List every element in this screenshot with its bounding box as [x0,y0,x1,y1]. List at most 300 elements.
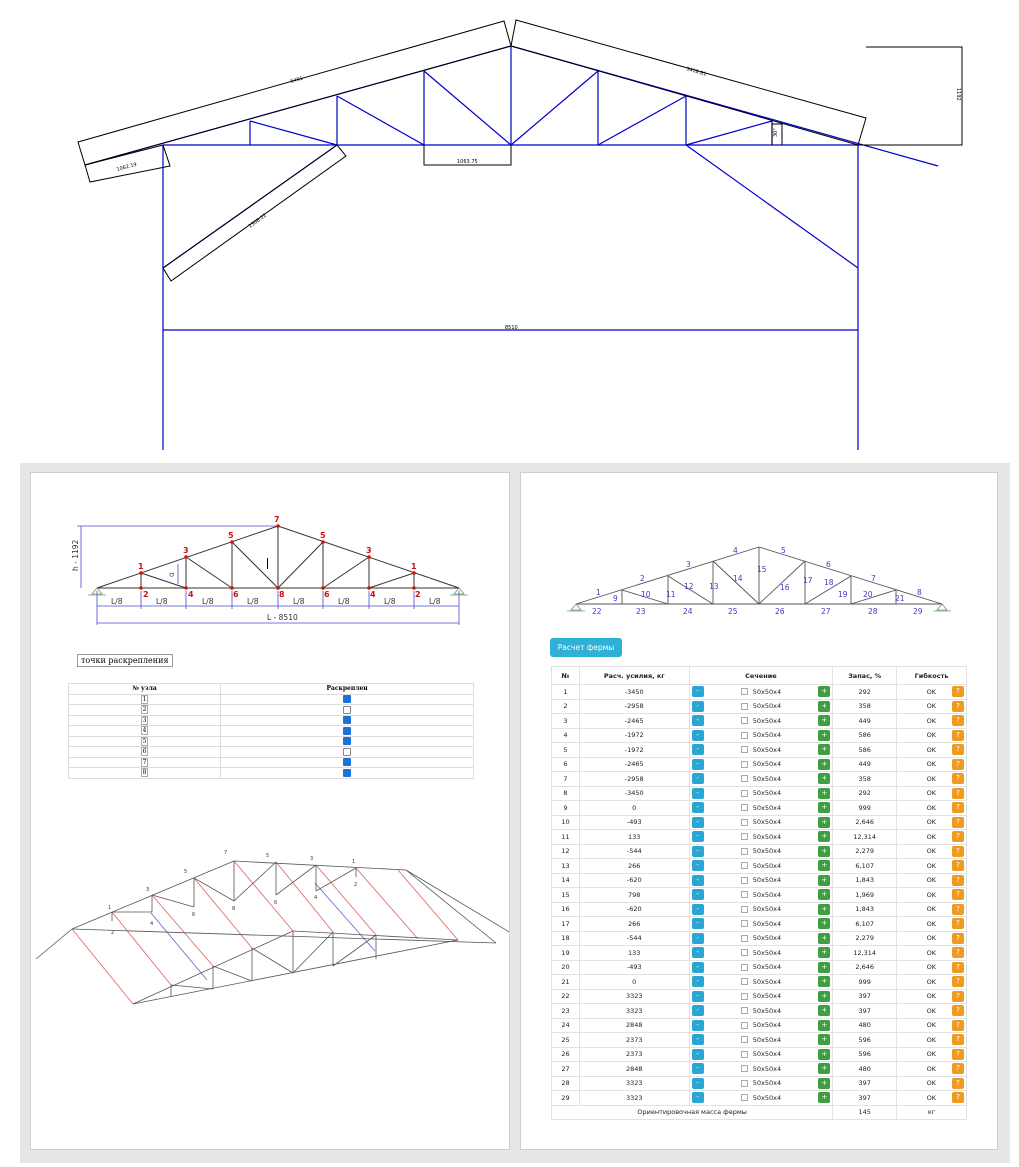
help-button[interactable]: ? [952,846,964,857]
results-row [552,859,967,874]
section-increase-button[interactable]: + [818,918,830,929]
node-label-bottom: 4 [370,590,376,599]
section-decrease-button[interactable]: - [692,788,704,799]
results-header-number: № [552,667,580,685]
member-num: 12 [684,582,694,591]
section-increase-button[interactable]: + [818,875,830,886]
dim-top-right: 5418.81 [685,66,707,78]
section-icon [741,935,748,942]
segment-label: L/8 [111,597,123,606]
iso-label: 3 [310,856,314,862]
section-decrease-button[interactable]: - [692,730,704,741]
member-force: 798 [579,888,689,903]
node-number: 6 [142,748,147,756]
help-button[interactable]: ? [952,875,964,886]
help-button[interactable]: ? [952,947,964,958]
section-increase-button[interactable]: + [818,1005,830,1016]
results-row [552,743,967,758]
member-num: 28 [868,607,878,616]
dim-left-overhang: 1062.19 [115,161,138,173]
section-decrease-button[interactable]: - [692,846,704,857]
member-number: 7 [552,772,580,787]
member-section: 50x50x4 [752,818,782,827]
span-label: L - 8510 [267,613,298,622]
truss-scheme [31,473,509,643]
member-section: 50x50x4 [752,760,782,769]
member-flex: OK [926,1021,936,1030]
member-force: -544 [579,844,689,859]
member-section: 50x50x4 [752,905,782,914]
results-row [552,830,967,845]
member-num: 22 [592,607,602,616]
member-reserve: 586 [833,728,897,743]
segment-label: L/8 [202,597,214,606]
section-decrease-button[interactable]: - [692,1049,704,1060]
member-section: 50x50x4 [752,977,782,986]
braced-checkbox[interactable] [343,695,351,703]
help-button[interactable]: ? [952,1020,964,1031]
node-label-top: 5 [228,531,234,540]
member-section: 50x50x4 [752,803,782,812]
segment-label: L/8 [247,597,259,606]
right-dim-box [511,20,866,145]
results-row [552,699,967,714]
member-force: -2958 [579,699,689,714]
section-increase-button[interactable]: + [818,976,830,987]
help-button[interactable]: ? [952,788,964,799]
member-number: 5 [552,743,580,758]
member-number: 19 [552,946,580,961]
section-increase-button[interactable]: + [818,744,830,755]
member-num: 5 [781,546,786,555]
nodes-row [69,747,474,758]
mass-label: Ориентировочная масса фермы [552,1105,833,1120]
member-num: 16 [780,583,790,592]
member-section: 50x50x4 [752,919,782,928]
member-force: 133 [579,830,689,845]
section-increase-button[interactable]: + [818,1049,830,1060]
help-button[interactable]: ? [952,991,964,1002]
section-decrease-button[interactable]: - [692,773,704,784]
section-increase-button[interactable]: + [818,730,830,741]
section-decrease-button[interactable]: - [692,744,704,755]
segment-label: L/8 [429,597,441,606]
section-increase-button[interactable]: + [818,1092,830,1103]
member-num: 24 [683,607,693,616]
member-section: 50x50x4 [752,716,782,725]
help-button[interactable]: ? [952,1078,964,1089]
member-reserve: 12,314 [833,830,897,845]
member-reserve: 586 [833,743,897,758]
member-flex: OK [926,1035,936,1044]
help-button[interactable]: ? [952,831,964,842]
section-decrease-button[interactable]: - [692,701,704,712]
segment-label: L/8 [293,597,305,606]
member-reserve: 6,107 [833,917,897,932]
member-num: 25 [728,607,738,616]
results-row [552,714,967,729]
section-decrease-button[interactable]: - [692,759,704,770]
section-increase-button[interactable]: + [818,831,830,842]
section-decrease-button[interactable]: - [692,904,704,915]
member-force: 2373 [579,1033,689,1048]
member-number: 21 [552,975,580,990]
section-decrease-button[interactable]: - [692,1034,704,1045]
results-row [552,975,967,990]
section-icon [741,964,748,971]
iso-label: 8 [232,906,236,912]
member-number: 15 [552,888,580,903]
member-force: -620 [579,873,689,888]
help-button[interactable]: ? [952,1049,964,1060]
member-flex: OK [926,760,936,769]
node-label-top: 1 [138,562,144,571]
member-number: 8 [552,786,580,801]
section-increase-button[interactable]: + [818,686,830,697]
section-decrease-button[interactable]: - [692,875,704,886]
member-reserve: 480 [833,1018,897,1033]
member-section: 50x50x4 [752,890,782,899]
section-increase-button[interactable]: + [818,773,830,784]
help-button[interactable]: ? [952,802,964,813]
member-flex: OK [926,731,936,740]
help-button[interactable]: ? [952,686,964,697]
member-number: 2 [552,699,580,714]
member-force: -2465 [579,757,689,772]
height-label: h - 1192 [71,539,80,571]
member-reserve: 397 [833,1004,897,1019]
member-flex: OK [926,1006,936,1015]
member-section: 50x50x4 [752,963,782,972]
member-num: 17 [803,576,813,585]
section-increase-button[interactable]: + [818,860,830,871]
iso-label: 5 [266,853,270,859]
braced-checkbox[interactable] [343,727,351,735]
node-label-bottom: 2 [415,590,421,599]
member-force: 2848 [579,1018,689,1033]
results-row [552,772,967,787]
truss-3d-view [31,823,509,1043]
member-flex: OK [926,992,936,1001]
member-flex: OK [926,716,936,725]
member-num: 7 [871,574,876,583]
mass-value: 145 [833,1105,897,1120]
section-increase-button[interactable]: + [818,1063,830,1074]
results-row [552,931,967,946]
member-force: 3323 [579,1076,689,1091]
member-number: 17 [552,917,580,932]
iso-label: 1 [352,859,356,865]
member-section: 50x50x4 [752,1079,782,1088]
results-row [552,1091,967,1106]
text-cursor [267,558,268,569]
member-num: 3 [686,560,691,569]
help-button[interactable]: ? [952,817,964,828]
help-button[interactable]: ? [952,976,964,987]
node-label-bottom: 4 [188,590,194,599]
results-row [552,1018,967,1033]
member-num: 1 [596,588,601,597]
section-increase-button[interactable]: + [818,817,830,828]
member-flex: OK [926,1050,936,1059]
member-num: 9 [613,594,618,603]
member-force: 133 [579,946,689,961]
member-force: 3323 [579,1004,689,1019]
member-force: -3450 [579,786,689,801]
section-decrease-button[interactable]: - [692,802,704,813]
member-section: 50x50x4 [752,1093,782,1102]
section-decrease-button[interactable]: - [692,918,704,929]
nodes-header-braced: Раскреплен [221,684,474,695]
mass-unit: кг [897,1105,967,1120]
section-decrease-button[interactable]: - [692,991,704,1002]
results-row [552,815,967,830]
section-increase-button[interactable]: + [818,904,830,915]
section-icon [741,1065,748,1072]
member-reserve: 397 [833,1076,897,1091]
section-icon [741,848,748,855]
help-button[interactable]: ? [952,1034,964,1045]
section-increase-button[interactable]: + [818,947,830,958]
section-increase-button[interactable]: + [818,715,830,726]
section-icon [741,775,748,782]
member-section: 50x50x4 [752,789,782,798]
member-force: 3323 [579,1091,689,1106]
help-button[interactable]: ? [952,860,964,871]
section-icon [741,1051,748,1058]
results-row [552,873,967,888]
section-icon [741,949,748,956]
node-label-bottom: 8 [279,590,285,599]
member-number: 9 [552,801,580,816]
member-flex: OK [926,702,936,711]
member-num: 23 [636,607,646,616]
right-panel [520,472,998,1150]
member-flex: OK [926,876,936,885]
member-flex: OK [926,948,936,957]
braced-checkbox[interactable] [343,716,351,724]
member-force: 2373 [579,1047,689,1062]
section-increase-button[interactable]: + [818,701,830,712]
node-label-bottom: 6 [324,590,330,599]
member-reserve: 449 [833,757,897,772]
iso-label: 2 [111,930,115,936]
workspace [20,463,1010,1163]
iso-label: 4 [150,921,154,927]
member-num: 20 [863,590,873,599]
member-number: 18 [552,931,580,946]
section-decrease-button[interactable]: - [692,1063,704,1074]
section-decrease-button[interactable]: - [692,1005,704,1016]
results-row [552,946,967,961]
section-decrease-button[interactable]: - [692,860,704,871]
section-decrease-button[interactable]: - [692,686,704,697]
section-icon [741,920,748,927]
results-row [552,728,967,743]
help-button[interactable]: ? [952,715,964,726]
section-decrease-button[interactable]: - [692,1078,704,1089]
iso-label: 1 [108,905,112,911]
member-force: 0 [579,975,689,990]
member-force: -3450 [579,685,689,700]
member-flex: OK [926,977,936,986]
help-button[interactable]: ? [952,904,964,915]
member-num: 29 [913,607,923,616]
help-button[interactable]: ? [952,730,964,741]
braced-checkbox[interactable] [343,748,351,756]
help-button[interactable]: ? [952,1092,964,1103]
section-icon [741,1094,748,1101]
member-num: 18 [824,578,834,587]
dim-top-left: 5491 [289,75,304,85]
iso-label: 5 [184,869,188,875]
help-button[interactable]: ? [952,933,964,944]
results-row [552,1004,967,1019]
help-button[interactable]: ? [952,773,964,784]
results-row [552,960,967,975]
member-number: 3 [552,714,580,729]
member-force: -1972 [579,728,689,743]
section-icon [741,1022,748,1029]
section-increase-button[interactable]: + [818,962,830,973]
section-icon [741,761,748,768]
member-force: -2958 [579,772,689,787]
section-decrease-button[interactable]: - [692,1092,704,1103]
member-reserve: 2,279 [833,931,897,946]
help-button[interactable]: ? [952,889,964,900]
member-force: -1972 [579,743,689,758]
results-row [552,1047,967,1062]
help-button[interactable]: ? [952,759,964,770]
member-flex: OK [926,847,936,856]
help-button[interactable]: ? [952,1063,964,1074]
right-brace-line [686,145,858,268]
member-section: 50x50x4 [752,745,782,754]
section-increase-button[interactable]: + [818,1078,830,1089]
section-increase-button[interactable]: + [818,759,830,770]
member-section: 50x50x4 [752,731,782,740]
member-number: 27 [552,1062,580,1077]
member-reserve: 6,107 [833,859,897,874]
braced-checkbox[interactable] [343,769,351,777]
member-number: 6 [552,757,580,772]
calculate-truss-button[interactable]: Расчет фермы [550,638,622,657]
nodes-row [69,715,474,726]
section-icon [741,978,748,985]
dim-center: 1063.75 [457,159,478,165]
member-num: 14 [733,574,743,583]
section-increase-button[interactable]: + [818,1020,830,1031]
section-increase-button[interactable]: + [818,788,830,799]
member-number: 14 [552,873,580,888]
section-decrease-button[interactable]: - [692,962,704,973]
member-num: 15 [757,565,767,574]
member-flex: OK [926,774,936,783]
member-force: 0 [579,801,689,816]
iso-label: 3 [146,887,150,893]
member-number: 29 [552,1091,580,1106]
section-increase-button[interactable]: + [818,1034,830,1045]
help-button[interactable]: ? [952,918,964,929]
brace-dim-box [163,145,346,281]
truss-cad-drawing [0,0,1019,460]
section-increase-button[interactable]: + [818,802,830,813]
results-row [552,844,967,859]
section-icon [741,819,748,826]
node-number: 2 [142,706,147,714]
braced-checkbox[interactable] [343,706,351,714]
section-increase-button[interactable]: + [818,991,830,1002]
section-increase-button[interactable]: + [818,889,830,900]
member-section: 50x50x4 [752,934,782,943]
member-reserve: 12,314 [833,946,897,961]
section-decrease-button[interactable]: - [692,831,704,842]
node-label-top: 7 [274,515,280,524]
member-section: 50x50x4 [752,702,782,711]
member-force: -2465 [579,714,689,729]
node-label-top: 3 [183,546,189,555]
help-button[interactable]: ? [952,1005,964,1016]
section-decrease-button[interactable]: - [692,976,704,987]
dim-span: 8510 [505,325,518,331]
member-section: 50x50x4 [752,861,782,870]
member-number: 26 [552,1047,580,1062]
help-button[interactable]: ? [952,744,964,755]
member-force: -544 [579,931,689,946]
section-increase-button[interactable]: + [818,933,830,944]
section-icon [741,833,748,840]
member-num: 10 [641,590,651,599]
section-decrease-button[interactable]: - [692,947,704,958]
member-section: 50x50x4 [752,1035,782,1044]
member-reserve: 449 [833,714,897,729]
member-flex: OK [926,1093,936,1102]
member-flex: OK [926,919,936,928]
section-icon [741,1080,748,1087]
member-reserve: 2,646 [833,815,897,830]
section-decrease-button[interactable]: - [692,817,704,828]
member-flex: OK [926,818,936,827]
section-decrease-button[interactable]: - [692,1020,704,1031]
section-decrease-button[interactable]: - [692,889,704,900]
section-decrease-button[interactable]: - [692,715,704,726]
braced-checkbox[interactable] [343,758,351,766]
section-increase-button[interactable]: + [818,846,830,857]
section-icon [741,732,748,739]
member-num: 26 [775,607,785,616]
results-row [552,786,967,801]
member-section: 50x50x4 [752,1021,782,1030]
braced-checkbox[interactable] [343,737,351,745]
section-icon [741,688,748,695]
member-flex: OK [926,890,936,899]
dim-angle: 30° [773,128,779,137]
member-flex: OK [926,1079,936,1088]
member-force: -620 [579,902,689,917]
section-decrease-button[interactable]: - [692,933,704,944]
member-number: 23 [552,1004,580,1019]
node-label-bottom: 6 [233,590,239,599]
help-button[interactable]: ? [952,701,964,712]
member-num: 8 [917,588,922,597]
member-num: 21 [895,594,905,603]
help-button[interactable]: ? [952,962,964,973]
results-header-section: Сечение [689,667,833,685]
section-icon [741,790,748,797]
member-reserve: 2,279 [833,844,897,859]
section-icon [741,993,748,1000]
nodes-header-node: № узла [69,684,221,695]
